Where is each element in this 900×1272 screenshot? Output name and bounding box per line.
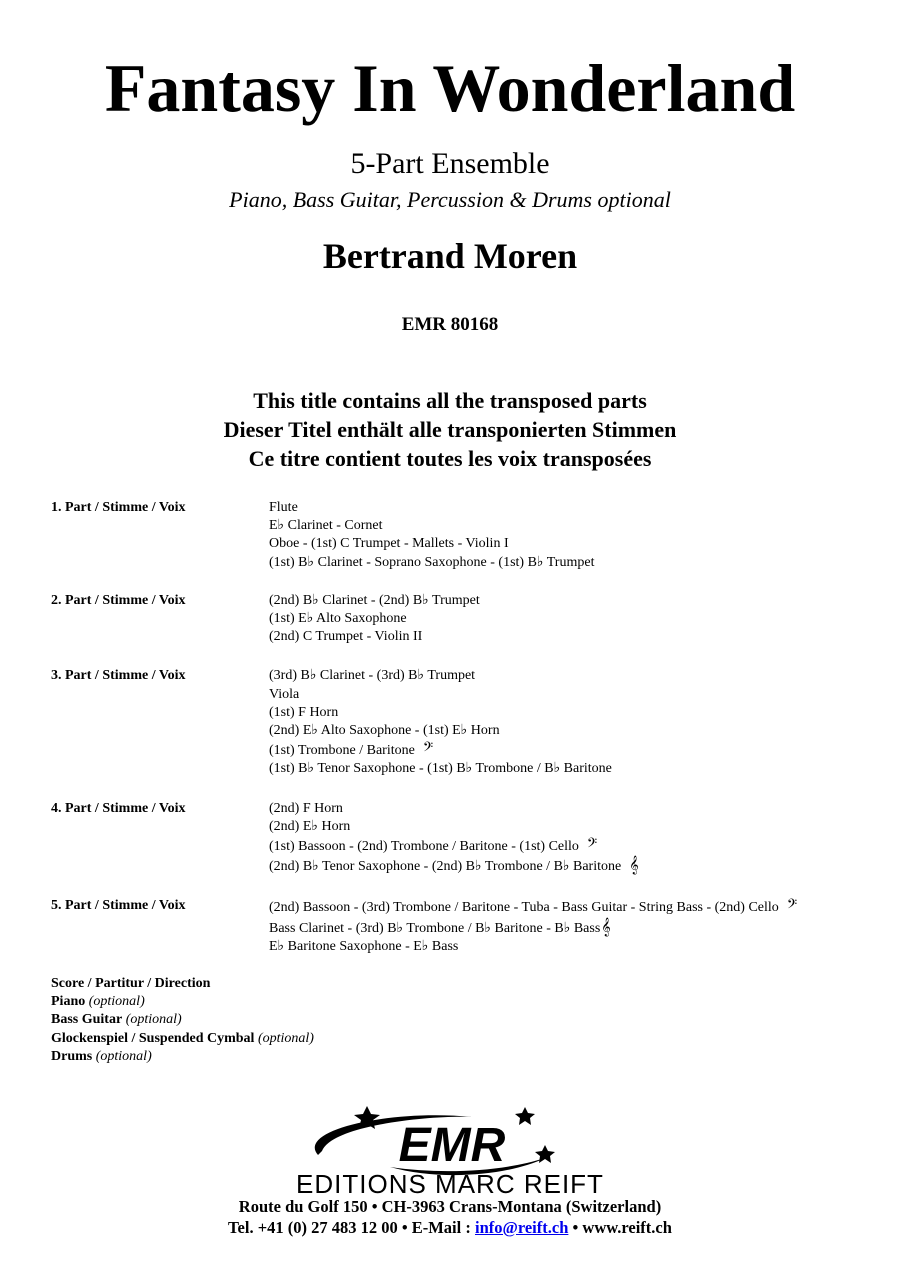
instrument-line-with-clef <box>269 856 871 876</box>
instrument-line: (2nd) B♭ Clarinet - (2nd) B♭ Trumpet <box>269 592 480 608</box>
instrument-line: (1st) B♭ Clarinet - Soprano Saxophone - (1st) B♭ Trumpet <box>269 554 595 570</box>
part-label: 4. Part / Stimme / Voix <box>51 800 186 816</box>
part-1-row <box>51 499 871 572</box>
drums-line <box>51 1048 314 1066</box>
treble-clef-icon: 𝄞 <box>601 916 611 936</box>
notice-english: This title contains all the transposed parts <box>253 388 647 413</box>
publisher-contact <box>0 1196 900 1238</box>
publisher-name: EDITIONS MARC REIFT <box>296 1169 604 1199</box>
part-label: 1. Part / Stimme / Voix <box>51 500 186 515</box>
instrument-text: (1st) Bassoon - (2nd) Trombone / Baritone - (1st) Cello <box>269 839 579 855</box>
glockenspiel-label: Glockenspiel / Suspended Cymbal <box>51 1030 255 1046</box>
instrument-text: (1st) Trombone / Baritone <box>269 743 415 759</box>
publisher-address: Route du Golf 150 • CH-3963 Crans-Montana (Switzerland) <box>238 1197 662 1216</box>
instrument-line: (1st) E♭ Alto Saxophone <box>269 611 407 627</box>
part-instruments <box>269 499 871 572</box>
score-label: Score / Partitur / Direction <box>51 976 211 991</box>
instrument-text: (2nd) B♭ Tenor Saxophone - (2nd) B♭ Trombone / B♭ Baritone <box>269 859 622 875</box>
instrumentation-line: Piano, Bass Guitar, Percussion & Drums optional <box>229 187 671 212</box>
publisher-contact-line <box>0 1217 900 1238</box>
instrument-line: (2nd) C Trumpet - Violin II <box>269 629 423 645</box>
additional-parts <box>51 975 314 1066</box>
treble-clef-icon: 𝄞 <box>629 855 639 875</box>
ensemble-subtitle: 5-Part Ensemble <box>350 147 550 180</box>
email-link[interactable]: info@reift.ch <box>474 1218 569 1237</box>
bass-clef-icon: 𝄢 <box>786 896 798 916</box>
notice-french: Ce titre contient toutes les voix transposées <box>248 446 652 471</box>
instrument-line-with-clef <box>269 918 871 938</box>
drums-label: Drums <box>51 1048 93 1064</box>
part-instruments <box>269 800 871 877</box>
bass-clef-icon: 𝄢 <box>422 739 434 759</box>
bass-clef-icon: 𝄢 <box>586 835 598 855</box>
instrument-line: (1st) F Horn <box>269 704 339 720</box>
instrument-line: Viola <box>269 686 300 702</box>
part-5-row <box>51 897 871 956</box>
instrument-line: (1st) B♭ Tenor Saxophone - (1st) B♭ Trombone / B♭ Baritone <box>269 761 612 777</box>
part-2-row <box>51 592 871 647</box>
bass-guitar-label: Bass Guitar <box>51 1012 123 1028</box>
piano-line <box>51 993 314 1011</box>
part-instruments <box>269 667 871 778</box>
part-4-row <box>51 800 871 877</box>
transposed-parts-notice <box>0 386 900 473</box>
optional-note: (optional) <box>125 1012 182 1028</box>
part-label: 3. Part / Stimme / Voix <box>51 668 186 684</box>
part-label: 5. Part / Stimme / Voix <box>51 898 186 914</box>
instrument-line: (2nd) E♭ Alto Saxophone - (1st) E♭ Horn <box>269 723 500 739</box>
instrument-line: (2nd) E♭ Horn <box>269 818 351 834</box>
part-label: 2. Part / Stimme / Voix <box>51 592 186 608</box>
telephone-text: Tel. +41 (0) 27 483 12 00 • E-Mail : <box>228 1218 475 1237</box>
emr-publisher-logo <box>240 1105 660 1200</box>
instrument-line: (3rd) B♭ Clarinet - (3rd) B♭ Trumpet <box>269 668 476 684</box>
glockenspiel-line <box>51 1030 314 1048</box>
optional-note: (optional) <box>95 1048 152 1064</box>
instrument-line-with-clef <box>269 897 871 917</box>
instrument-line: Flute <box>269 500 298 515</box>
logo-wordmark: EMR <box>398 1119 506 1172</box>
website-text: • www.reift.ch <box>568 1218 672 1237</box>
notice-german: Dieser Titel enthält alle transponierten Stimmen <box>223 417 677 442</box>
part-3-row <box>51 667 871 778</box>
composer-name: Bertrand Moren <box>322 236 578 276</box>
bass-guitar-line <box>51 1011 314 1029</box>
instrument-line: (2nd) F Horn <box>269 800 343 816</box>
parts-list <box>51 499 871 956</box>
instrument-line-with-clef <box>269 836 871 856</box>
instrument-line-with-clef <box>269 740 871 760</box>
instrument-text: Bass Clarinet - (3rd) B♭ Trombone / B♭ Baritone - B♭ Bass <box>269 920 601 936</box>
part-instruments <box>269 897 871 956</box>
piano-label: Piano <box>51 994 86 1010</box>
optional-note: (optional) <box>257 1030 314 1046</box>
part-instruments <box>269 592 871 647</box>
instrument-line: E♭ Clarinet - Cornet <box>269 518 383 534</box>
instrument-line: E♭ Baritone Saxophone - E♭ Bass <box>269 938 459 954</box>
score-line <box>51 975 314 993</box>
instrument-text: (2nd) Bassoon - (3rd) Trombone / Baritone - Tuba - Bass Guitar - String Bass - (2nd) Cello <box>269 900 779 916</box>
catalog-number: EMR 80168 <box>401 314 499 335</box>
instrument-line: Oboe - (1st) C Trumpet - Mallets - Violin I <box>269 536 509 552</box>
optional-note: (optional) <box>88 994 145 1010</box>
piece-title: Fantasy In Wonderland <box>104 50 796 126</box>
star-icon <box>515 1107 535 1125</box>
